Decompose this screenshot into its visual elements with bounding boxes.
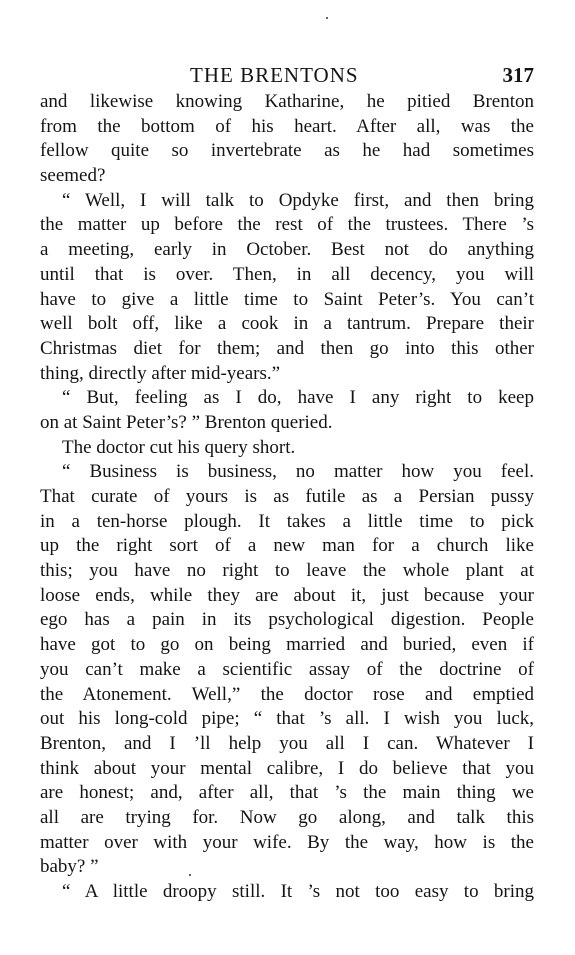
text-line: fellow quite so invertebrate as he had sometimes (40, 140, 534, 162)
page-number: 317 (502, 63, 534, 87)
text-line: “ Well, I will talk to Opdyke first, and then bring (62, 189, 534, 211)
book-page (40, 60, 534, 905)
text-line: loose ends, while they are about it, just because your (40, 584, 534, 606)
text-line: have got to go on being married and buried, even if (40, 634, 534, 656)
running-title: THE BRENTONS (190, 63, 359, 87)
text-line: baby? ” (40, 856, 99, 878)
text-line: up the right sort of a new man for a church like (40, 535, 534, 557)
text-line: The doctor cut his query short. (62, 436, 296, 458)
paper-speck (326, 17, 328, 19)
text-line: “ But, feeling as I do, have I any right to keep (62, 387, 534, 409)
text-line: from the bottom of his heart. After all, was the (40, 115, 534, 137)
text-line: well bolt off, like a cook in a tantrum. Prepare their (40, 313, 534, 335)
text-line: “ A little droopy still. It ’s not too easy to bring (62, 881, 534, 902)
text-line: That curate of yours is as futile as a Persian pussy (40, 486, 534, 507)
text-line: a meeting, early in October. Best not do anything (40, 239, 534, 261)
running-head (40, 60, 534, 90)
text-line: out his long-cold pipe; “ that ’s all. I wish you luck, (40, 708, 534, 730)
text-line: you can’t make a scientific assay of the doctrine of (40, 658, 534, 680)
text-line: ego has a pain in its psychological digestion. People (40, 609, 534, 631)
text-line: until that is over. Then, in all decency, you will (40, 263, 534, 285)
paper-speck (189, 874, 191, 876)
text-line: are honest; and, after all, that ’s the main thing we (40, 782, 534, 804)
text-line: think about your mental calibre, I do believe that you (40, 757, 534, 779)
text-line: seemed? (40, 165, 106, 187)
text-line: the matter up before the rest of the trustees. There ’s (40, 214, 534, 236)
text-line: matter over with your wife. By the way, how is the (40, 831, 534, 853)
text-line: in a ten-horse plough. It takes a little time to pick (40, 510, 534, 532)
text-line: have to give a little time to Saint Peter’s. You can’t (40, 288, 534, 310)
text-line: Christmas diet for them; and then go into this other (40, 337, 534, 359)
body-text (40, 90, 534, 905)
text-line: Brenton, and I ’ll help you all I can. Whatever I (40, 732, 534, 754)
text-line: all are trying for. Now go along, and talk this (40, 806, 534, 828)
text-line: the Atonement. Well,” the doctor rose and emptied (40, 683, 534, 705)
text-line: this; you have no right to leave the whole plant at (40, 560, 534, 582)
text-line: and likewise knowing Katharine, he pitied Brenton (40, 91, 534, 112)
text-line: thing, directly after mid-years.” (40, 362, 281, 384)
text-line: “ Business is business, no matter how you feel. (62, 461, 534, 483)
text-line: on at Saint Peter’s? ” Brenton queried. (40, 411, 333, 433)
